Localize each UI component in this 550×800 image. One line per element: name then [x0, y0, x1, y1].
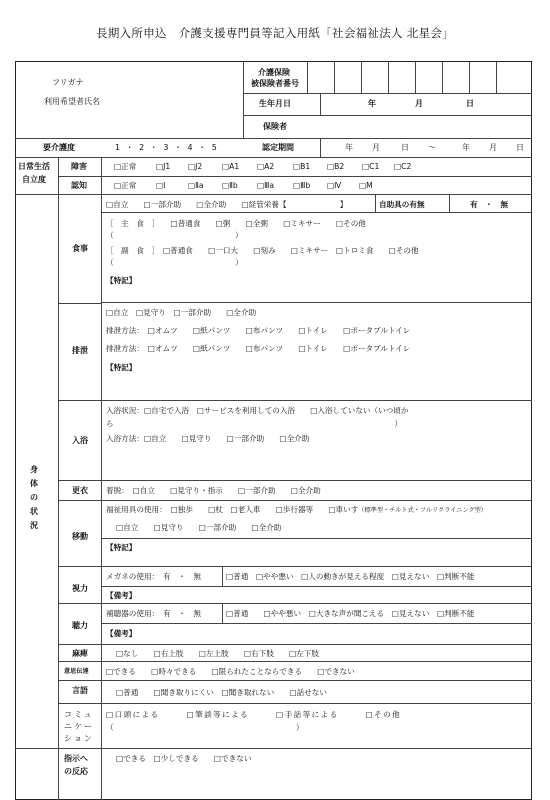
speech-label: 言語: [72, 686, 88, 695]
dressing-options[interactable]: 着脱： □自立 □見守り・指示 □一部介助 □全介助: [106, 486, 321, 495]
self-help-label: 自助具の有無: [379, 200, 425, 209]
dob-label: 生年月日: [259, 99, 291, 108]
hearing-note-label: 【備考】: [106, 629, 137, 638]
vision-label: 視力: [72, 584, 88, 593]
furigana-label: フリガナ: [52, 78, 84, 87]
cert-day: 日: [401, 143, 409, 152]
disability-option[interactable]: □B2: [327, 162, 345, 171]
disability-option[interactable]: □A2: [257, 162, 275, 171]
body-condition-label: 身体の状況: [30, 465, 44, 530]
hearing-options[interactable]: □普通 □やや悪い □大きな声が聞こえる □見えない □判断不能: [226, 609, 475, 618]
independence-label-1: 日常生活: [18, 162, 50, 171]
cert-year: 年: [345, 143, 353, 152]
excretion-label: 排泄: [72, 346, 88, 355]
mobility-aids[interactable]: [106, 505, 487, 514]
disability-option[interactable]: □正常: [114, 162, 137, 171]
form-title: 長期入所申込 介護支援専門員等記入用紙「社会福祉法人 北星会」: [96, 26, 454, 40]
independence-label-2: 自立度: [22, 175, 46, 184]
excretion-method-2[interactable]: 排泄方法： □オムツ □紙パンツ □布パンツ □トイレ □ポータブルトイレ: [106, 344, 411, 353]
cert-year-end: 年: [462, 143, 470, 152]
cognition-option[interactable]: □正常: [114, 181, 137, 190]
cert-month-end: 月: [489, 143, 497, 152]
applicant-name-label: 利用希望者氏名: [44, 97, 100, 106]
communication-label-3: ション: [64, 734, 94, 743]
communication-options[interactable]: □口頭による □筆談等による □手話等による □その他: [106, 710, 402, 719]
cognition-option[interactable]: □Ⅲa: [257, 181, 275, 190]
cert-tilde: 〜: [428, 143, 436, 152]
staple-food-other[interactable]: （ ）: [106, 231, 243, 240]
excretion-assist-options[interactable]: □自立 □見守り □一部介助 □全介助: [106, 308, 257, 317]
cognition-label: 認知: [71, 181, 87, 190]
communication-other[interactable]: （ ）: [106, 723, 304, 732]
intent-label: 意思伝達: [64, 668, 89, 675]
communication-label-1: コミュ: [64, 710, 94, 719]
response-label-1: 指示へ: [64, 754, 88, 763]
disability-option[interactable]: □B1: [293, 162, 311, 171]
meal-label: 食事: [72, 244, 88, 253]
side-dish-options[interactable]: ［ 副 食 ］ □普通食 □一口大 □刻み □ミキサー □トロミ食 □その他: [106, 246, 419, 255]
cert-month: 月: [372, 143, 380, 152]
excretion-method-1[interactable]: 排泄方法： □オムツ □紙パンツ □布パンツ □トイレ □ポータブルトイレ: [106, 326, 411, 335]
cert-period-label: 認定期間: [262, 143, 294, 152]
bathing-status-since[interactable]: ら ）: [106, 419, 403, 428]
glasses-usage[interactable]: メガネの使用： 有 ・ 無: [106, 572, 201, 581]
response-label-2: の反応: [64, 767, 88, 776]
intent-options[interactable]: □できる □時々できる □限られたことならできる □できない: [106, 667, 355, 676]
meal-note-label: 【特記】: [106, 276, 137, 285]
dob-year: 年: [368, 99, 376, 108]
excretion-note-label: 【特記】: [106, 363, 137, 372]
dob-month: 月: [415, 99, 423, 108]
cognition-option[interactable]: □Ⅱb: [222, 181, 238, 190]
disability-option[interactable]: □C1: [362, 162, 380, 171]
disability-option[interactable]: □J2: [188, 162, 203, 171]
insurance-label-1: 介護保険: [258, 68, 290, 77]
cert-day-end: 日: [516, 143, 524, 152]
hearing-label: 聴力: [72, 621, 88, 630]
paralysis-label: 麻痺: [72, 649, 88, 658]
mobility-assist-options[interactable]: □自立 □見守り □一部介助 □全介助: [116, 523, 282, 532]
response-options[interactable]: □できる □少しできる □できない: [116, 754, 252, 763]
disability-option[interactable]: □A1: [222, 162, 240, 171]
meal-assist-options[interactable]: □自立 □一部介助 □全介助 □経管栄養【 】: [106, 200, 348, 209]
cognition-option[interactable]: □Ⅳ: [327, 181, 342, 190]
bathing-method-options[interactable]: 入浴方法：□自立 □見守り □一部介助 □全介助: [106, 434, 310, 443]
vision-note-label: 【備考】: [106, 591, 137, 600]
side-dish-other[interactable]: （ ）: [106, 258, 243, 267]
care-level-options: 1 ・ 2 ・ 3 ・ 4 ・ 5: [115, 143, 219, 152]
self-help-value[interactable]: 有 ・ 無: [470, 200, 508, 209]
cognition-option[interactable]: □Ⅲb: [293, 181, 311, 190]
dob-day: 日: [466, 99, 474, 108]
cognition-option[interactable]: □Ⅰ: [156, 181, 166, 190]
bathing-status-options[interactable]: 入浴状況：□自宅で入浴 □サービスを利用しての入浴 □入浴していない（いつ頃か: [106, 406, 409, 415]
wheelchair-types: （標準型・チルト式・フルリクライニング型）: [358, 507, 487, 514]
disability-option[interactable]: □C2: [394, 162, 412, 171]
mobility-label: 移動: [72, 532, 88, 541]
care-level-label: 要介護度: [43, 143, 75, 152]
mobility-note-label: 【特記】: [106, 543, 137, 552]
vision-options[interactable]: □普通 □やや悪い □人の動きが見える程度 □見えない □判断不能: [226, 572, 475, 581]
insurance-label-2: 被保険者番号: [251, 79, 299, 88]
hearing-aid-usage[interactable]: 補聴器の使用： 有 ・ 無: [106, 609, 201, 618]
mobility-aid-options[interactable]: 福祉用具の使用： □独歩 □杖 □老人車 □歩行器等 □車いす: [106, 505, 359, 514]
paralysis-options[interactable]: □なし □右上肢 □左上肢 □右下肢 □左下肢: [116, 649, 319, 658]
communication-label-2: ニケー: [64, 722, 94, 731]
cognition-option[interactable]: □M: [359, 181, 373, 190]
bathing-label: 入浴: [72, 436, 88, 445]
insurer-label: 保険者: [263, 122, 287, 131]
speech-options[interactable]: □普通 □聞き取りにくい □聞き取れない □話せない: [116, 688, 327, 697]
staple-food-options[interactable]: ［ 主 食 ］ □普通食 □粥 □全粥 □ミキサー □その他: [106, 219, 366, 228]
dressing-label: 更衣: [72, 486, 88, 495]
disability-option[interactable]: □J1: [156, 162, 171, 171]
cognition-option[interactable]: □Ⅱa: [188, 181, 204, 190]
disability-label: 障害: [71, 162, 87, 171]
